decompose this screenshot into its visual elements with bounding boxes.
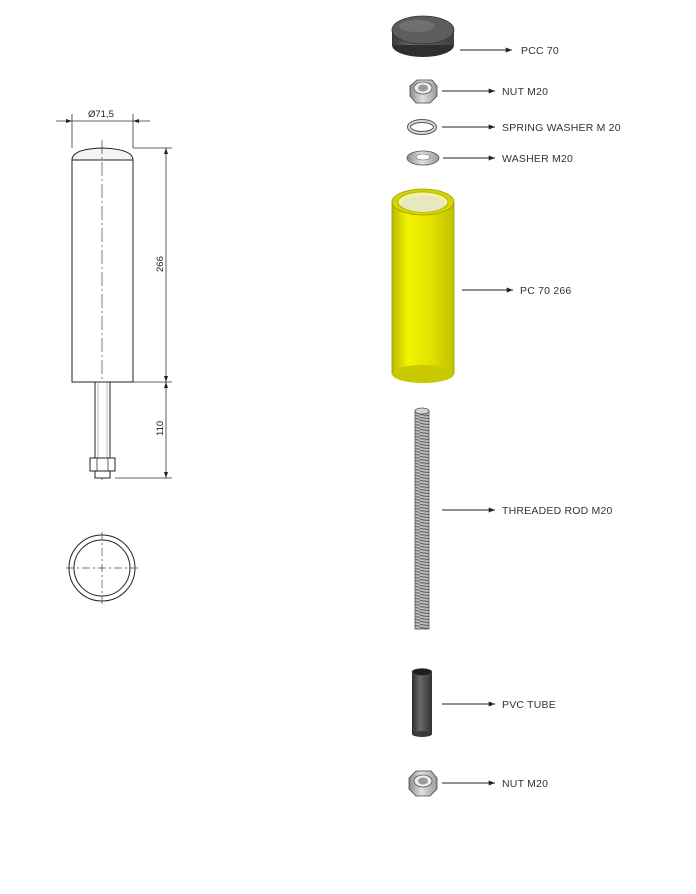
washer bbox=[407, 151, 439, 165]
nut-outline bbox=[90, 458, 115, 471]
part-label-pcc70: PCC 70 bbox=[521, 45, 559, 57]
post-body-outline bbox=[72, 160, 133, 382]
part-label-threaded-rod: THREADED ROD M20 bbox=[502, 505, 613, 517]
part-label-pvc-tube: PVC TUBE bbox=[502, 699, 556, 711]
part-label-post: PC 70 266 bbox=[520, 285, 572, 297]
top-view bbox=[66, 532, 138, 604]
cap-outline bbox=[72, 148, 133, 160]
rod-outline bbox=[95, 382, 110, 458]
part-label-nut-bottom: NUT M20 bbox=[502, 778, 549, 790]
side-view bbox=[56, 109, 172, 480]
spring-washer bbox=[409, 121, 435, 133]
part-label-spring-washer: SPRING WASHER M 20 bbox=[502, 122, 621, 134]
post-pc70-266 bbox=[392, 189, 454, 383]
part-labels bbox=[502, 45, 621, 790]
diameter-label: Ø71,5 bbox=[88, 109, 114, 120]
diameter-dimension bbox=[56, 109, 150, 148]
part-label-nut-top: NUT M20 bbox=[502, 86, 549, 98]
body-height-label: 266 bbox=[155, 256, 166, 272]
nut-m20-top bbox=[410, 80, 437, 103]
part-label-washer: WASHER M20 bbox=[502, 153, 574, 165]
rod-length-label: 110 bbox=[155, 420, 166, 436]
threaded-rod bbox=[415, 408, 429, 629]
cap-pcc70 bbox=[392, 16, 454, 57]
nut-m20-bottom bbox=[409, 771, 437, 796]
pvc-tube bbox=[412, 669, 432, 738]
